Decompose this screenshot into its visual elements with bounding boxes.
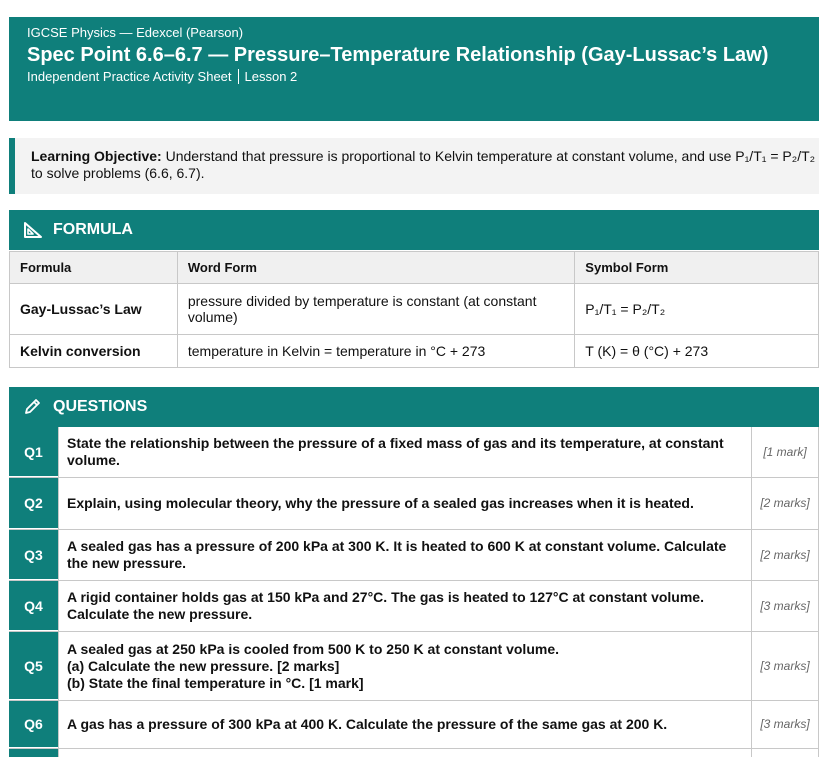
- question-row: [9, 581, 819, 632]
- question-text: State the relationship between the pressure of a fixed mass of gas and its temperature, at constant volume.: [58, 427, 751, 477]
- question-marks: [3 marks]: [751, 701, 819, 748]
- questions-list: [9, 427, 819, 757]
- learning-objective: [9, 138, 819, 194]
- question-number: Q2: [9, 478, 58, 529]
- formula-word-form: pressure divided by temperature is constant (at constant volume): [177, 284, 574, 335]
- objective-text: Understand that pressure is proportional to Kelvin temperature at constant volume, and use P₁/T₁ = P₂/T₂ to solve problems (6.6, 6.7).: [31, 148, 816, 181]
- column-header: Word Form: [177, 252, 574, 284]
- table-header-row: [10, 252, 819, 284]
- question-number: Q5: [9, 632, 58, 700]
- table-row: [10, 335, 819, 368]
- column-header: Formula: [10, 252, 178, 284]
- question-marks: [1 mark]: [751, 427, 819, 477]
- question-number: Q4: [9, 581, 58, 631]
- objective-label: Learning Objective:: [31, 148, 162, 164]
- question-marks: [751, 749, 819, 757]
- question-row: [9, 632, 819, 701]
- pencil-icon: [23, 398, 43, 416]
- question-number: Q1: [9, 427, 58, 477]
- question-marks: [2 marks]: [751, 530, 819, 580]
- column-header: Symbol Form: [575, 252, 819, 284]
- question-text: [58, 749, 751, 757]
- formula-section-header: [9, 210, 819, 250]
- sheet-subtitle: [27, 69, 801, 85]
- formula-symbol-form: P₁/T₁ = P₂/T₂: [575, 284, 819, 335]
- question-text: Explain, using molecular theory, why the pressure of a sealed gas increases when it is heated.: [58, 478, 751, 529]
- formula-name: Kelvin conversion: [10, 335, 178, 368]
- formula-table: [9, 251, 819, 368]
- question-row: [9, 530, 819, 581]
- question-marks: [2 marks]: [751, 478, 819, 529]
- question-row: [9, 427, 819, 478]
- divider: [238, 69, 239, 84]
- set-square-icon: [23, 221, 43, 239]
- formula-section-title: FORMULA: [53, 221, 133, 238]
- question-row: [9, 478, 819, 530]
- table-row: [10, 284, 819, 335]
- question-number: Q3: [9, 530, 58, 580]
- sheet-type: Independent Practice Activity Sheet: [27, 69, 232, 84]
- worksheet-header: [9, 17, 819, 121]
- course-label: IGCSE Physics — Edexcel (Pearson): [27, 25, 244, 40]
- formula-name: Gay-Lussac’s Law: [10, 284, 178, 335]
- question-marks: [3 marks]: [751, 632, 819, 700]
- formula-word-form: temperature in Kelvin = temperature in °C + 273: [177, 335, 574, 368]
- question-number: [9, 749, 58, 757]
- question-number: Q6: [9, 701, 58, 748]
- question-text: A rigid container holds gas at 150 kPa and 27°C. The gas is heated to 127°C at constant volume. Calculate the new pressure.: [58, 581, 751, 631]
- questions-section-header: [9, 387, 819, 427]
- lesson-label: Lesson 2: [244, 69, 298, 84]
- question-text: A sealed gas has a pressure of 200 kPa at 300 K. It is heated to 600 K at constant volume. Calculate the new pressure.: [58, 530, 751, 580]
- question-text: A sealed gas at 250 kPa is cooled from 500 K to 250 K at constant volume. (a) Calculate the new pressure. [2 marks] (b) State the final temperature in °C. [1 mark]: [58, 632, 751, 700]
- question-row: [9, 701, 819, 749]
- question-marks: [3 marks]: [751, 581, 819, 631]
- questions-section-title: QUESTIONS: [53, 398, 148, 415]
- page-title: Spec Point 6.6–6.7 — Pressure–Temperature Relationship (Gay-Lussac’s Law): [27, 44, 769, 66]
- formula-symbol-form: T (K) = θ (°C) + 273: [575, 335, 819, 368]
- question-row: [9, 749, 819, 757]
- question-text: A gas has a pressure of 300 kPa at 400 K. Calculate the pressure of the same gas at 200 K.: [58, 701, 751, 748]
